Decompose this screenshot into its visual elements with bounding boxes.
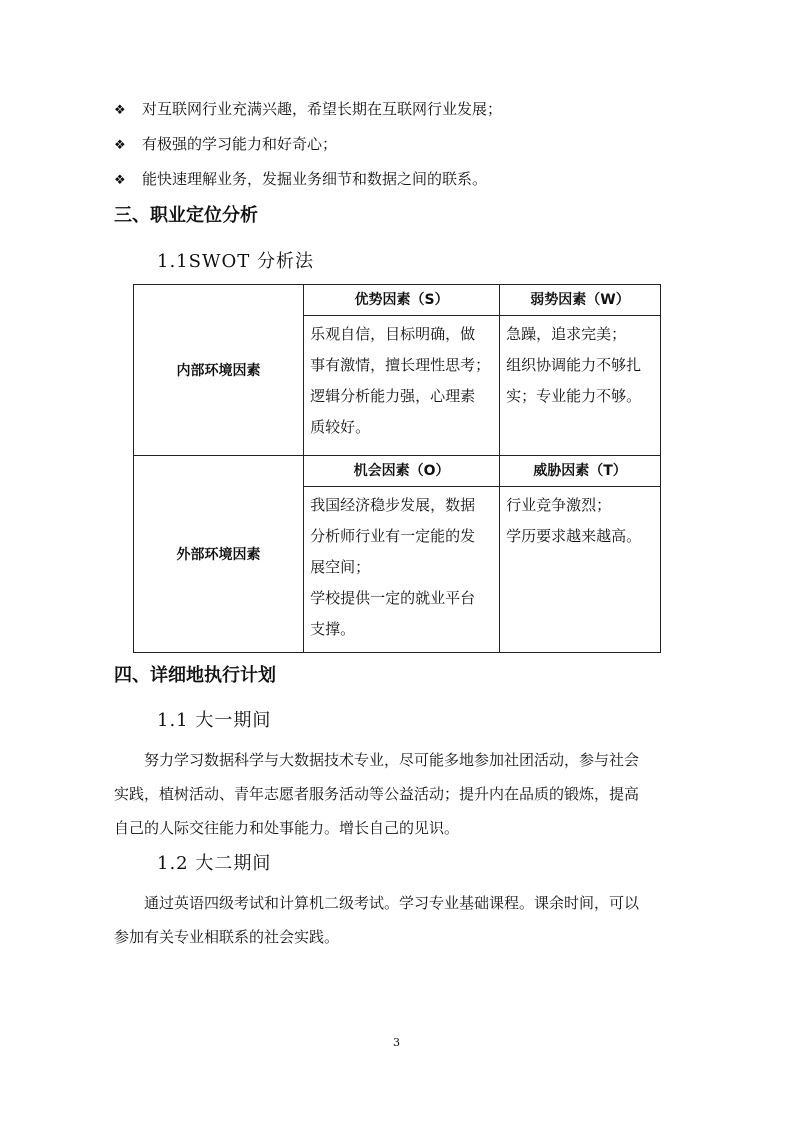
paragraph-line: 自己的人际交往能力和处事能力。增长自己的见识。 xyxy=(114,819,460,837)
diamond-bullet-icon: ❖ xyxy=(114,173,126,188)
bullet-item xyxy=(114,167,487,191)
cell-line: 我国经济稳步发展，数据 xyxy=(310,496,476,514)
cell-line: 展空间； xyxy=(310,558,371,576)
page-number: 3 xyxy=(393,1036,400,1049)
diamond-bullet-icon: ❖ xyxy=(114,138,126,153)
bullet-text: 对互联网行业充满兴趣，希望长期在互联网行业发展； xyxy=(142,100,503,118)
bullet-text: 能快速理解业务，发掘业务细节和数据之间的联系。 xyxy=(142,170,488,188)
cell-line: 组织协调能力不够扎 xyxy=(506,356,642,374)
paragraph-line: 努力学习数据科学与大数据技术专业，尽可能多地参加社团活动，参与社会 xyxy=(144,751,640,769)
cell-line: 急躁，追求完美； xyxy=(506,325,627,343)
cell-line: 事有激情，擅长理性思考； xyxy=(310,356,491,374)
cell-line: 乐观自信，目标明确，做 xyxy=(310,325,476,343)
table-row xyxy=(134,285,661,316)
threats-cell xyxy=(500,487,661,653)
cell-line: 学历要求越来越高。 xyxy=(506,527,642,545)
cell-line: 行业竞争激烈； xyxy=(506,496,612,514)
threats-header: 威胁因素（T） xyxy=(500,456,661,487)
cell-line: 质较好。 xyxy=(310,418,371,436)
second-year-subheading: 1.2 大二期间 xyxy=(157,853,272,874)
cell-line: 实；专业能力不够。 xyxy=(506,387,642,405)
bullet-item xyxy=(114,132,337,156)
table-row xyxy=(134,456,661,487)
external-factors-label: 外部环境因素 xyxy=(134,456,304,653)
paragraph-line: 实践，植树活动、青年志愿者服务活动等公益活动；提升内在品质的锻炼，提高 xyxy=(114,785,640,803)
strengths-cell xyxy=(304,316,500,456)
cell-line: 逻辑分析能力强，心理素 xyxy=(310,387,476,405)
section-3-heading: 三、职业定位分析 xyxy=(114,205,258,226)
opportunities-header: 机会因素（O） xyxy=(304,456,500,487)
paragraph-line: 通过英语四级考试和计算机二级考试。学习专业基础课程。课余时间，可以 xyxy=(144,894,640,912)
paragraph-line: 参加有关专业相联系的社会实践。 xyxy=(114,928,340,946)
internal-factors-label: 内部环境因素 xyxy=(134,285,304,456)
weaknesses-header: 弱势因素（W） xyxy=(500,285,661,316)
section-4-heading: 四、详细地执行计划 xyxy=(114,665,276,686)
strengths-header: 优势因素（S） xyxy=(304,285,500,316)
cell-line: 学校提供一定的就业平台 xyxy=(310,589,476,607)
opportunities-cell xyxy=(304,487,500,653)
cell-line: 分析师行业有一定能的发 xyxy=(310,527,476,545)
bullet-item xyxy=(114,97,502,121)
swot-table xyxy=(133,284,661,653)
cell-line: 支撑。 xyxy=(310,620,356,638)
first-year-subheading: 1.1 大一期间 xyxy=(157,710,272,731)
diamond-bullet-icon: ❖ xyxy=(114,103,126,118)
bullet-text: 有极强的学习能力和好奇心； xyxy=(142,135,338,153)
first-year-paragraph xyxy=(114,743,682,845)
second-year-paragraph xyxy=(114,886,682,954)
weaknesses-cell xyxy=(500,316,661,456)
swot-subheading: 1.1SWOT 分析法 xyxy=(157,251,314,272)
